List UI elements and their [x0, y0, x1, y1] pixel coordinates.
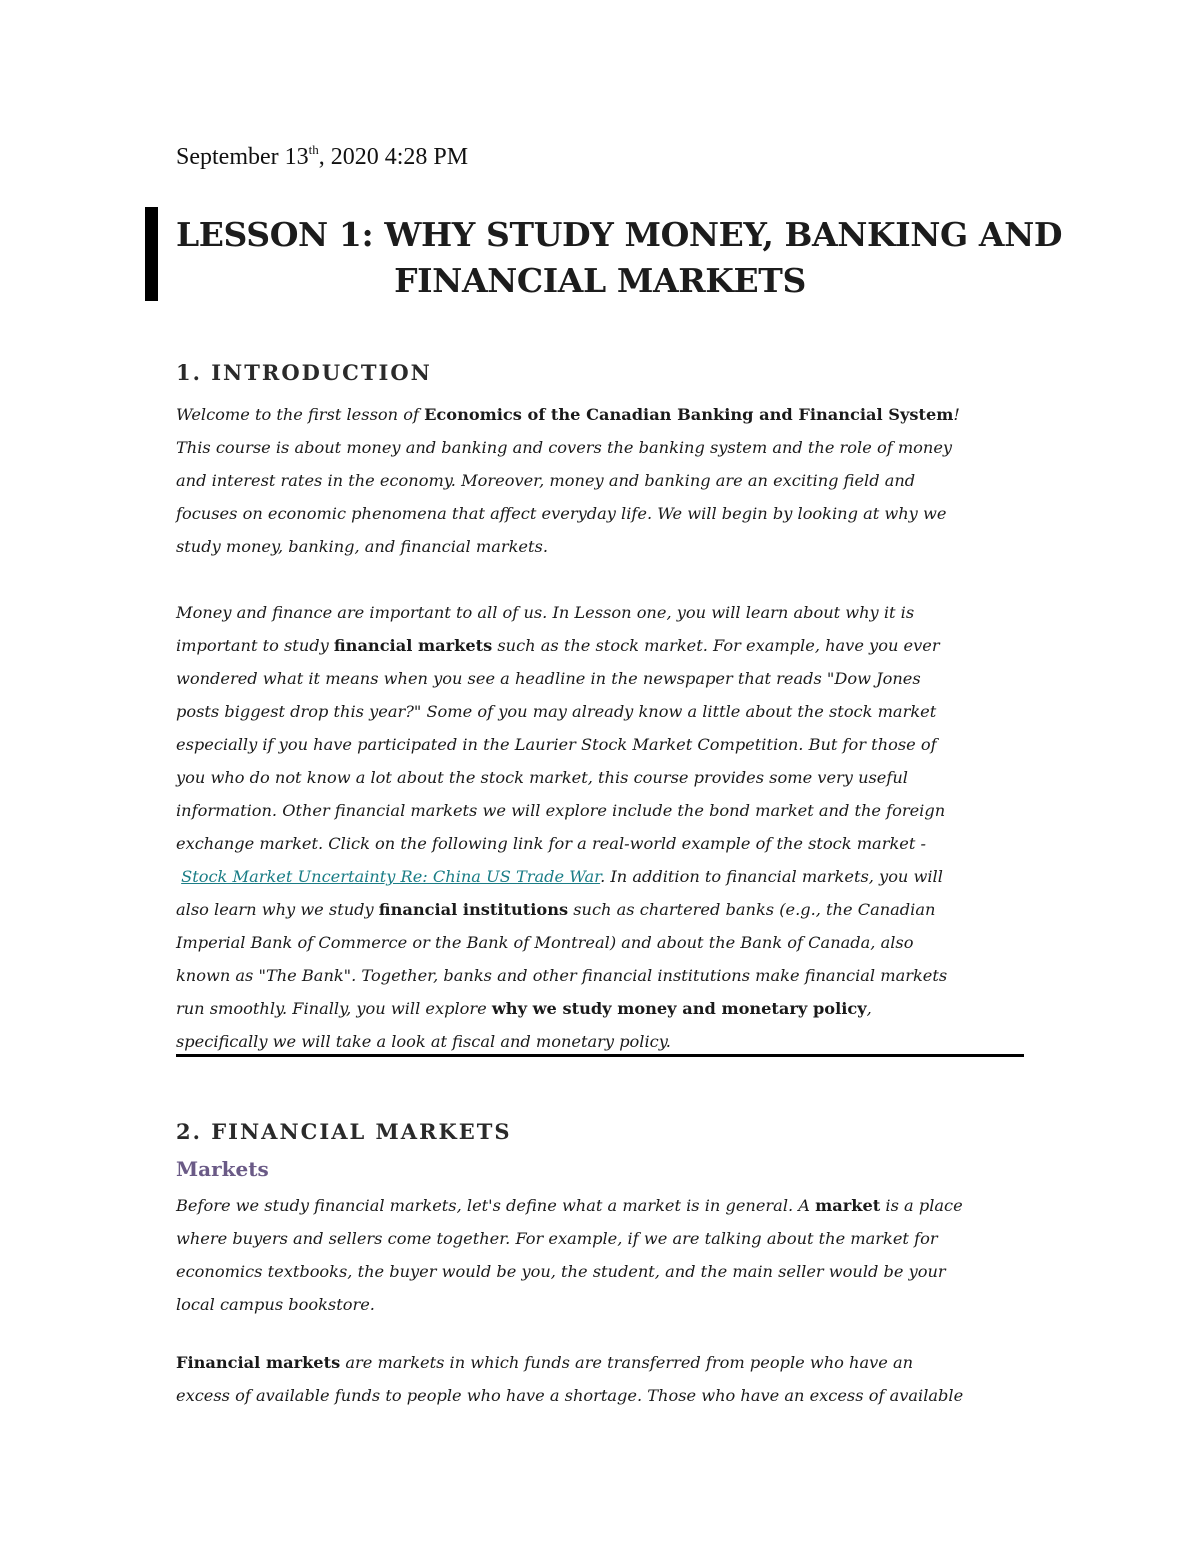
text-line: study money, banking, and financial markets. [176, 537, 548, 556]
section-heading-introduction: 1. INTRODUCTION [176, 360, 432, 385]
intro-paragraph-2 [176, 596, 1026, 1058]
text-run: are markets in which funds are transferred from people who have an [340, 1353, 914, 1372]
lesson-title-line-2: FINANCIAL MARKETS [394, 261, 806, 300]
bold-course-name: Economics of the Canadian Banking and Financial System [424, 405, 954, 424]
text-line: specifically we will take a look at fiscal and monetary policy. [176, 1032, 671, 1051]
text-line: known as "The Bank". Together, banks and other financial institutions make financial markets [176, 966, 948, 985]
lesson-title-line-1: LESSON 1: WHY STUDY MONEY, BANKING AND [176, 215, 1063, 254]
title-accent-bar [145, 207, 158, 301]
text-line: and interest rates in the economy. Moreover, money and banking are an exciting field and [176, 471, 916, 490]
text-line: focuses on economic phenomena that affect everyday life. We will begin by looking at why we [176, 504, 947, 523]
section-heading-financial-markets: 2. FINANCIAL MARKETS [176, 1119, 512, 1144]
text-line: excess of available funds to people who have a shortage. Those who have an excess of available [176, 1386, 964, 1405]
date-superscript: th [308, 142, 319, 157]
text-line: This course is about money and banking and covers the banking system and the role of money [176, 438, 953, 457]
text-line: posts biggest drop this year?" Some of you may already know a little about the stock market [176, 702, 937, 721]
text-line [176, 992, 1026, 1025]
financial-markets-paragraph [176, 1346, 1026, 1412]
bold-term: market [815, 1196, 881, 1215]
text-run: is a place [880, 1196, 963, 1215]
markets-paragraph [176, 1189, 1026, 1321]
text-line: economics textbooks, the buyer would be you, the student, and the main seller would be your [176, 1262, 946, 1281]
text-line: Imperial Bank of Commerce or the Bank of Montreal) and about the Bank of Canada, also [176, 933, 914, 952]
text-run: such as the stock market. For example, have you ever [492, 636, 940, 655]
section-divider [176, 1054, 1024, 1057]
text-line [176, 860, 1026, 893]
text-run: also learn why we study [176, 900, 379, 919]
stock-market-link[interactable]: Stock Market Uncertainty Re: China US Trade War [181, 867, 601, 886]
text-line [176, 629, 1026, 662]
bold-term: why we study money and monetary policy [491, 999, 867, 1018]
text-line [176, 893, 1026, 926]
subheading-markets: Markets [176, 1157, 269, 1181]
document-date [176, 142, 468, 172]
text-line: information. Other financial markets we will explore include the bond market and the foreign [176, 801, 946, 820]
text-run: Welcome to the first lesson of [176, 405, 425, 424]
date-prefix: September 13 [176, 144, 309, 170]
text-line: wondered what it means when you see a headline in the newspaper that reads "Dow Jones [176, 669, 921, 688]
date-suffix: , 2020 4:28 PM [318, 144, 469, 170]
text-line: exchange market. Click on the following link for a real-world example of the stock market - [176, 834, 926, 853]
text-line [176, 1346, 1026, 1379]
intro-paragraph-1 [176, 398, 1026, 563]
text-line [176, 1189, 1026, 1222]
text-line: especially if you have participated in the Laurier Stock Market Competition. But for those of [176, 735, 937, 754]
bold-term: Financial markets [176, 1353, 341, 1372]
bold-term: financial institutions [378, 900, 569, 919]
text-run: ! [953, 405, 960, 424]
text-run: Before we study financial markets, let's define what a market is in general. A [176, 1196, 816, 1215]
text-line: Money and finance are important to all of us. In Lesson one, you will learn about why it is [176, 603, 915, 622]
bold-term: financial markets [333, 636, 493, 655]
text-line [176, 398, 1026, 431]
text-line: where buyers and sellers come together. For example, if we are talking about the market for [176, 1229, 938, 1248]
text-run: run smoothly. Finally, you will explore [176, 999, 492, 1018]
text-run: . In addition to financial markets, you will [600, 867, 943, 886]
lesson-title [176, 212, 1063, 304]
text-run: such as chartered banks (e.g., the Canadian [568, 900, 936, 919]
text-line: local campus bookstore. [176, 1295, 375, 1314]
text-line: you who do not know a lot about the stock market, this course provides some very useful [176, 768, 908, 787]
text-run: , [866, 999, 872, 1018]
text-run: important to study [176, 636, 334, 655]
